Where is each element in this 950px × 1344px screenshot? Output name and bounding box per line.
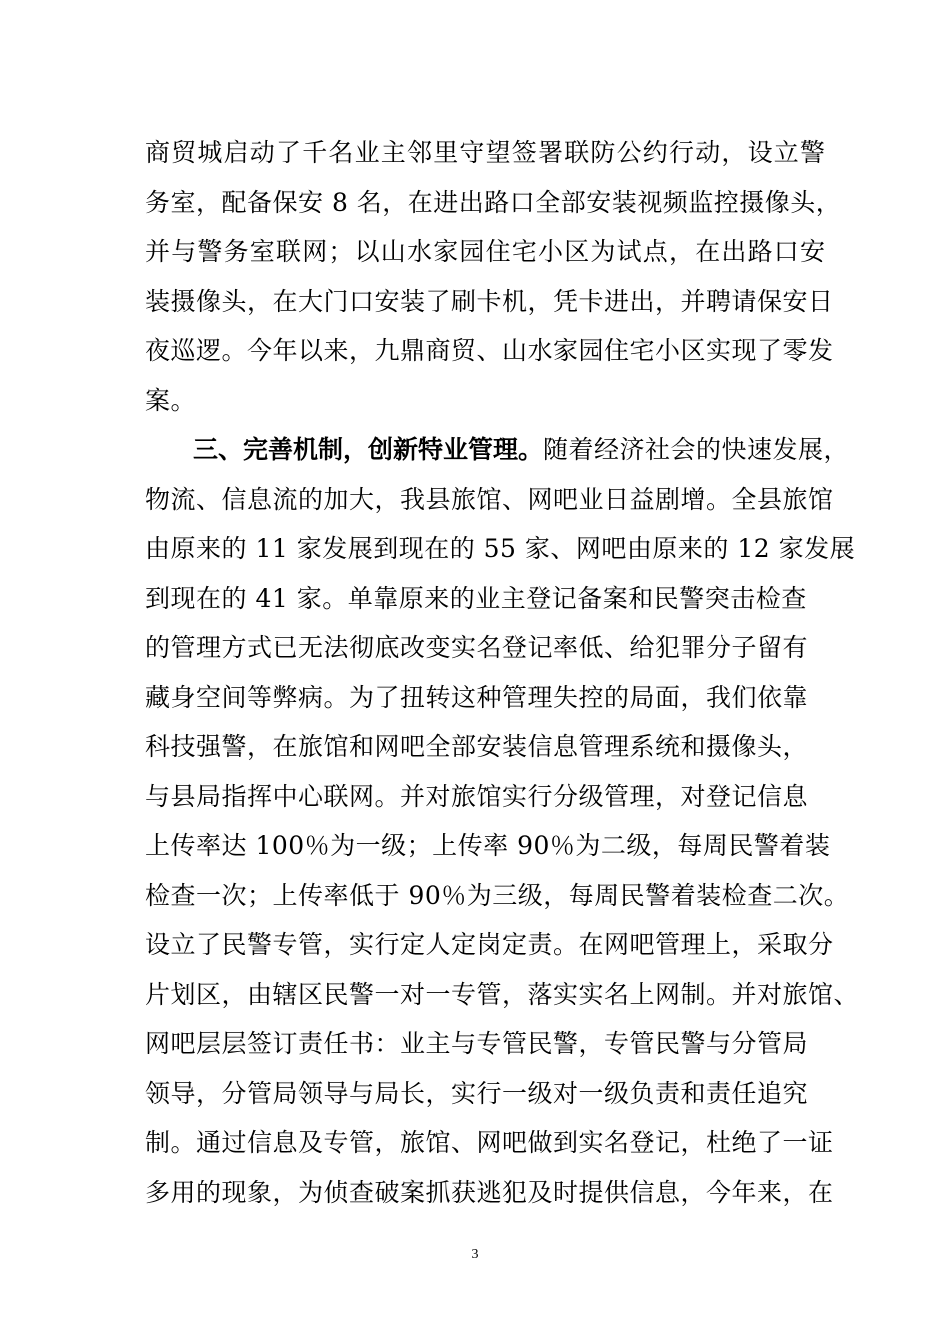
text-line: 上传率达 100％为一级；上传率 90％为二级，每周民警着装 (145, 831, 831, 860)
text-line: 设立了民警专管，实行定人定岗定责。在网吧管理上，采取分 (145, 930, 834, 959)
text-line: 案。 (145, 385, 197, 415)
text-line: 夜巡逻。今年以来，九鼎商贸、山水家园住宅小区实现了零发 (145, 336, 834, 365)
page-number: 3 (471, 1247, 479, 1262)
text-line: 由原来的 11 家发展到现在的 55 家、网吧由原来的 12 家发展 (145, 534, 856, 563)
section-first-line-text: 随着经济社会的快速发展， (543, 435, 850, 464)
text-line: 务室，配备保安 8 名，在进出路口全部安装视频监控摄像头， (145, 187, 842, 217)
text-line: 检查一次；上传率低于 90％为三级，每周民警着装检查二次。 (145, 880, 850, 910)
text-line: 的管理方式已无法彻底改变实名登记率低、给犯罪分子留有 (145, 633, 809, 662)
text-line: 多用的现象，为侦查破案抓获逃犯及时提供信息，今年来，在 (145, 1177, 834, 1207)
section-heading: 三、完善机制，创新特业管理。 (193, 435, 544, 464)
text-line: 制。通过信息及专管，旅馆、网吧做到实名登记，杜绝了一证 (145, 1128, 834, 1157)
text-line: 藏身空间等弊病。为了扭转这种管理失控的局面，我们依靠 (145, 682, 809, 712)
text-line: 片划区，由辖区民警一对一专管，落实实名上网制。并对旅馆、 (145, 979, 860, 1009)
text-line: 并与警务室联网；以山水家园住宅小区为试点，在出路口安 (145, 237, 827, 266)
text-line: 领导，分管局领导与局长，实行一级对一级负责和责任追究 (145, 1078, 809, 1108)
text-line: 物流、信息流的加大，我县旅馆、网吧业日益剧增。全县旅馆 (145, 484, 834, 514)
text-line: 装摄像头，在大门口安装了刷卡机，凭卡进出，并聘请保安日 (145, 286, 834, 316)
text-line: 网吧层层签订责任书：业主与专管民警，专管民警与分管局 (145, 1029, 809, 1058)
text-line: 到现在的 41 家。单靠原来的业主登记备案和民警突击检查 (145, 583, 807, 613)
text-line: 商贸城启动了千名业主邻里守望签署联防公约行动，设立警 (145, 138, 827, 167)
body-text (145, 128, 860, 1217)
text-line: 科技强警，在旅馆和网吧全部安装信息管理系统和摄像头， (145, 732, 809, 761)
section-heading-line (145, 425, 850, 475)
text-line: 与县局指挥中心联网。并对旅馆实行分级管理，对登记信息 (145, 781, 809, 811)
